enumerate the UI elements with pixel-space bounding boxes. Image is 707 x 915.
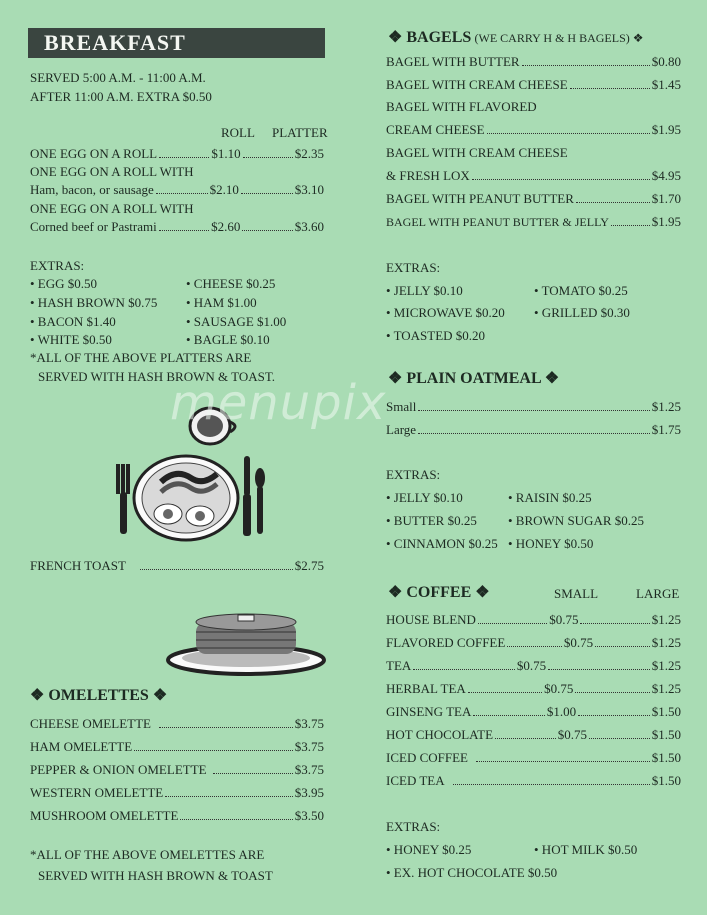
leader-dots — [478, 622, 547, 624]
item-price: $3.95 — [294, 785, 324, 800]
platter-price: $3.10 — [294, 182, 325, 197]
large-price: $1.50 — [651, 704, 681, 719]
leader-dots — [548, 668, 650, 670]
large-price: $1.25 — [651, 635, 681, 650]
leader-dots — [611, 224, 650, 226]
menu-item-row — [386, 727, 681, 743]
item-price: $3.50 — [294, 808, 324, 823]
col-small-header: SMALL — [554, 586, 599, 601]
item-name: HERBAL TEA — [386, 681, 466, 696]
item-name: Corned beef or Pastrami — [30, 219, 157, 234]
item-name: ICED COFFEE — [386, 750, 468, 765]
extra-item: • SAUSAGE $1.00 — [186, 314, 287, 329]
menu-item-row — [30, 558, 324, 574]
roll-price: $2.10 — [209, 182, 239, 197]
item-name: ONE EGG ON A ROLL — [30, 146, 158, 161]
extra-item: • TOASTED $0.20 — [386, 328, 486, 343]
extra-item: • GRILLED $0.30 — [534, 305, 630, 320]
col-platter-header: PLATTER — [272, 125, 328, 140]
item-name: HOUSE BLEND — [386, 612, 476, 627]
item-name-line: ONE EGG ON A ROLL WITH — [30, 201, 194, 216]
menu-item-row — [386, 704, 681, 720]
leader-dots — [213, 772, 293, 774]
leader-dots — [472, 178, 650, 180]
menu-item-row — [30, 739, 324, 755]
platter-price: $2.35 — [294, 146, 325, 161]
item-name: Large — [386, 422, 417, 437]
leader-dots — [159, 156, 209, 158]
menu-item-row — [386, 122, 681, 138]
small-price: $0.75 — [516, 658, 547, 673]
bagels-subtitle: (WE CARRY H & H BAGELS) ❖ — [474, 31, 644, 45]
large-price: $1.50 — [651, 773, 681, 788]
item-name: GINSENG TEA — [386, 704, 472, 719]
item-price: $3.75 — [294, 762, 324, 777]
leader-dots — [159, 229, 209, 231]
menu-item-row — [386, 54, 681, 70]
extra-item: • HONEY $0.50 — [508, 536, 594, 551]
item-price: $1.25 — [651, 399, 681, 414]
leader-dots — [413, 668, 515, 670]
served-hours: SERVED 5:00 A.M. - 11:00 A.M. — [30, 70, 206, 85]
menu-item-row — [386, 750, 681, 766]
item-name: PEPPER & ONION OMELETTE — [30, 762, 207, 777]
leader-dots — [418, 409, 649, 411]
small-price: $0.75 — [557, 727, 588, 742]
leader-dots — [180, 818, 292, 820]
oatmeal-extras-label: EXTRAS: — [386, 467, 441, 482]
leader-dots — [570, 87, 650, 89]
large-price: $1.25 — [651, 658, 681, 673]
item-price: $2.75 — [294, 558, 324, 573]
menu-item-row — [386, 658, 681, 674]
after-hours-note: AFTER 11:00 A.M. EXTRA $0.50 — [30, 89, 212, 104]
omelette-note-1: *ALL OF THE ABOVE OMELETTES ARE — [30, 847, 265, 862]
menu-item-row — [386, 399, 681, 415]
extra-item: • TOMATO $0.25 — [534, 283, 628, 298]
item-price: $1.95 — [651, 122, 681, 137]
menu-item-row — [30, 808, 324, 824]
leader-dots — [576, 201, 650, 203]
item-name: FLAVORED COFFEE — [386, 635, 506, 650]
item-name-line: BAGEL WITH FLAVORED — [386, 99, 537, 114]
leader-dots — [578, 714, 650, 716]
leader-dots — [156, 192, 208, 194]
menu-item-row — [30, 182, 324, 198]
breakfast-banner: BREAKFAST — [28, 28, 325, 58]
menu-item-row — [30, 146, 324, 162]
extra-item: • CHEESE $0.25 — [186, 276, 276, 291]
extra-item: • BACON $1.40 — [30, 314, 116, 329]
leader-dots — [495, 737, 556, 739]
small-price: $0.75 — [544, 681, 574, 696]
leader-dots — [140, 568, 293, 570]
item-name-line: ONE EGG ON A ROLL WITH — [30, 164, 194, 179]
leader-dots — [243, 156, 293, 158]
menu-item-row — [386, 773, 681, 789]
omelette-note-2: SERVED WITH HASH BROWN & TOAST — [38, 868, 273, 883]
item-name: CREAM CHEESE — [386, 122, 485, 137]
menu-item-row — [386, 214, 681, 230]
platter-note-1: *ALL OF THE ABOVE PLATTERS ARE — [30, 350, 252, 365]
extra-item: • BAGLE $0.10 — [186, 332, 270, 347]
leader-dots — [522, 64, 650, 66]
small-price: $0.75 — [549, 612, 579, 627]
item-name: Small — [386, 399, 417, 414]
item-name: HOT CHOCOLATE — [386, 727, 494, 742]
breakfast-extras-label: EXTRAS: — [30, 258, 85, 273]
menu-item-row — [30, 785, 324, 801]
extra-item: • HONEY $0.25 — [386, 842, 472, 857]
item-name: MUSHROOM OMELETTE — [30, 808, 179, 823]
menupix-watermark: menupix — [170, 375, 387, 431]
extra-item: • RAISIN $0.25 — [508, 490, 592, 505]
menu-item-row — [386, 168, 681, 184]
extra-item: • MICROWAVE $0.20 — [386, 305, 505, 320]
item-price: $1.75 — [651, 422, 681, 437]
item-price: $3.75 — [294, 716, 324, 731]
small-price: $1.00 — [546, 704, 577, 719]
coffee-extras-label: EXTRAS: — [386, 819, 441, 834]
extra-item: • JELLY $0.10 — [386, 490, 463, 505]
item-name: ICED TEA — [386, 773, 445, 788]
menu-item-row — [30, 219, 324, 235]
oatmeal-title: ❖ PLAIN OATMEAL ❖ — [388, 370, 560, 387]
leader-dots — [580, 622, 649, 624]
item-name: Ham, bacon, or sausage — [30, 182, 154, 197]
omelettes-title: ❖ OMELETTES ❖ — [30, 687, 168, 704]
extra-item: • EGG $0.50 — [30, 276, 98, 291]
small-price: $0.75 — [563, 635, 594, 650]
bagels-title: ❖ BAGELS — [388, 29, 472, 46]
leader-dots — [487, 132, 650, 134]
menu-item-row — [386, 191, 681, 207]
pancake-stack-icon — [166, 608, 326, 676]
item-name: FRENCH TOAST — [30, 558, 126, 573]
platter-note-2: SERVED WITH HASH BROWN & TOAST. — [38, 369, 276, 384]
item-price: $4.95 — [651, 168, 681, 183]
extra-item: • CINNAMON $0.25 — [386, 536, 498, 551]
extra-item: • HOT MILK $0.50 — [534, 842, 638, 857]
leader-dots — [453, 783, 650, 785]
item-name: WESTERN OMELETTE — [30, 785, 164, 800]
large-price: $1.50 — [651, 750, 681, 765]
leader-dots — [575, 691, 649, 693]
extra-item: • EX. HOT CHOCOLATE $0.50 — [386, 865, 558, 880]
item-price: $0.80 — [651, 54, 681, 69]
extra-item: • BROWN SUGAR $0.25 — [508, 513, 645, 528]
item-price: $1.70 — [651, 191, 681, 206]
menu-item-row — [386, 635, 681, 651]
leader-dots — [468, 691, 542, 693]
leader-dots — [476, 760, 650, 762]
leader-dots — [595, 645, 650, 647]
leader-dots — [241, 192, 293, 194]
coffee-title: ❖ COFFEE ❖ — [388, 584, 490, 601]
extra-item: • BUTTER $0.25 — [386, 513, 477, 528]
extra-item: • JELLY $0.10 — [386, 283, 463, 298]
item-name-line: BAGEL WITH CREAM CHEESE — [386, 145, 568, 160]
menu-item-row — [386, 681, 681, 697]
bagels-title-line — [388, 30, 644, 46]
large-price: $1.50 — [651, 727, 682, 742]
leader-dots — [418, 432, 650, 434]
bagel-extras-label: EXTRAS: — [386, 260, 441, 275]
extra-item: • HASH BROWN $0.75 — [30, 295, 158, 310]
roll-price: $1.10 — [211, 146, 241, 161]
leader-dots — [507, 645, 562, 647]
item-name: BAGEL WITH CREAM CHEESE — [386, 77, 568, 92]
leader-dots — [473, 714, 545, 716]
item-name: BAGEL WITH BUTTER — [386, 54, 520, 69]
item-price: $1.45 — [651, 77, 681, 92]
platter-price: $3.60 — [294, 219, 324, 234]
roll-price: $2.60 — [211, 219, 241, 234]
item-name: BAGEL WITH PEANUT BUTTER & JELLY — [386, 215, 609, 229]
menu-item-row — [30, 762, 324, 778]
menu-item-row — [386, 77, 681, 93]
leader-dots — [589, 737, 650, 739]
col-large-header: LARGE — [636, 586, 680, 601]
item-name: & FRESH LOX — [386, 168, 470, 183]
item-name: TEA — [386, 658, 412, 673]
item-name: HAM OMELETTE — [30, 739, 133, 754]
item-name: CHEESE OMELETTE — [30, 716, 151, 731]
leader-dots — [134, 749, 293, 751]
leader-dots — [242, 229, 292, 231]
large-price: $1.25 — [651, 681, 681, 696]
leader-dots — [165, 795, 293, 797]
menu-item-row — [386, 422, 681, 438]
col-roll-header: ROLL — [221, 125, 255, 140]
large-price: $1.25 — [651, 612, 682, 627]
extra-item: • HAM $1.00 — [186, 295, 257, 310]
leader-dots — [159, 726, 293, 728]
menu-item-row — [386, 612, 681, 628]
item-price: $1.95 — [651, 214, 681, 229]
item-name: BAGEL WITH PEANUT BUTTER — [386, 191, 574, 206]
extra-item: • WHITE $0.50 — [30, 332, 112, 347]
menu-item-row — [30, 716, 324, 732]
item-price: $3.75 — [294, 739, 324, 754]
